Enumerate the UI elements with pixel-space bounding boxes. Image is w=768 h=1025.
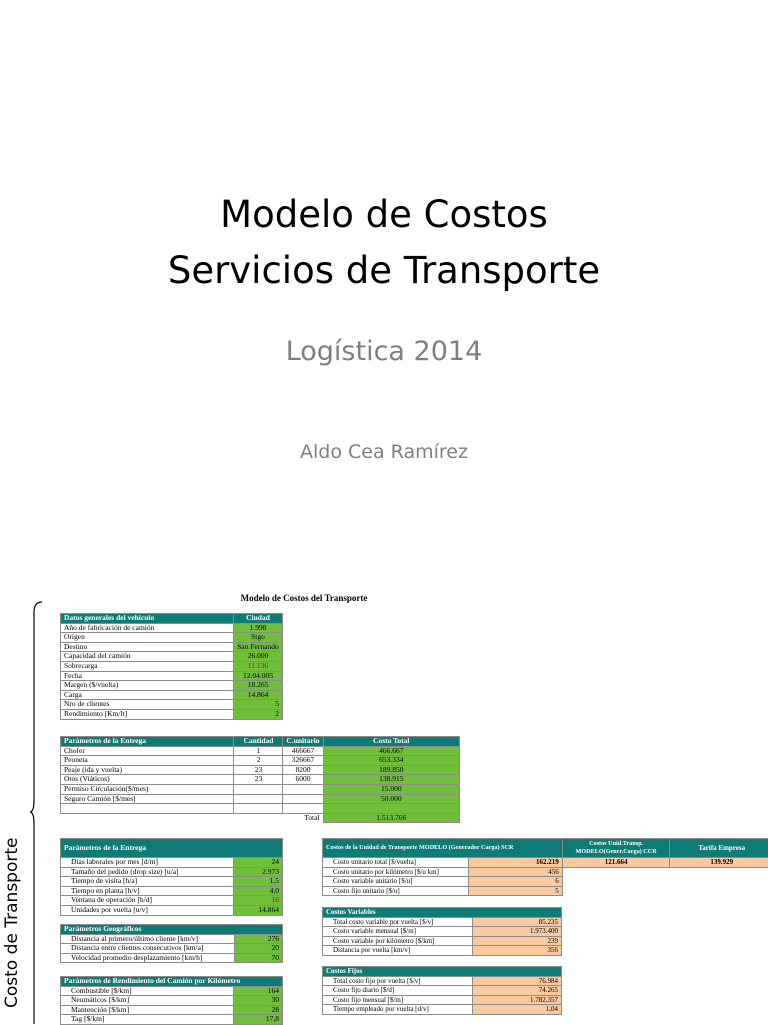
slide-author: Aldo Cea Ramírez: [0, 441, 768, 463]
total-row: [61, 813, 460, 823]
row-value: 17,8: [234, 1015, 283, 1025]
row-label: Distancia entre clientes consecutivos [km/a]: [61, 944, 235, 954]
row-value: 11.136: [234, 661, 283, 671]
total-value: 1.513.766: [323, 813, 459, 823]
row-value: 85.235: [472, 917, 561, 927]
row-label: Rendimiento [Km/lt]: [61, 709, 234, 719]
total-spacer: [234, 813, 283, 823]
geo-params-table: [60, 924, 283, 963]
row-value: San Fernando: [234, 642, 283, 652]
row-label: Año de fabricación de camión: [61, 623, 234, 633]
slide-title-line2: Servicios de Transporte: [0, 249, 768, 293]
row-label: Tag [$/km]: [61, 1015, 234, 1025]
table-row: [323, 946, 562, 956]
row-total: 15.000: [323, 784, 459, 794]
row-total: 466.667: [323, 746, 459, 756]
row-label: Tiempo de visita [h/a]: [61, 877, 234, 887]
row-label: Velocidad promedio desplazamiento [km/h]: [61, 953, 235, 963]
row-unit: [283, 784, 323, 794]
table-row: [61, 652, 283, 662]
table-row: [61, 986, 283, 996]
row-label: Ventana de operación [h/d]: [61, 896, 234, 906]
row-value: 30: [234, 996, 283, 1006]
row-value3: 139.929: [670, 858, 768, 868]
row-qty: [234, 794, 283, 804]
row-value: 24: [234, 858, 283, 868]
row-label: Tamaño del pedido (drop size) [u/a]: [61, 867, 234, 877]
slide-subtitle: Logística 2014: [0, 336, 768, 367]
row-value: 162.219: [468, 858, 562, 867]
row-cell: [323, 867, 563, 877]
blank-cell: [562, 877, 670, 887]
fixed-costs-header: Costos Fijos: [323, 967, 562, 977]
table-row: [61, 896, 283, 906]
row-value: 6: [468, 877, 562, 886]
unit-costs-table: [322, 838, 768, 896]
row-label: Margen ($/vuelta): [61, 681, 234, 691]
table-row: [61, 756, 460, 766]
delivery-params-table: [60, 838, 283, 916]
row-value2: 121.664: [562, 858, 670, 868]
row-label: Capacidad del camión: [61, 652, 234, 662]
row-label: Días laborales por mes [d/m]: [61, 858, 234, 868]
fixed-costs-table: [322, 966, 562, 1015]
vehicle-table: [60, 613, 283, 720]
row-total: 189.850: [323, 765, 459, 775]
row-qty: [234, 784, 283, 794]
table-row: [323, 976, 562, 986]
row-label: Tiempo en planta [h/v]: [61, 886, 234, 896]
variable-costs-table: [322, 907, 562, 956]
row-label: Fecha: [61, 671, 234, 681]
row-qty: 1: [234, 746, 283, 756]
row-cell: [323, 877, 563, 887]
table-row: [323, 936, 562, 946]
row-value: 12.04.005: [234, 671, 283, 681]
table-row: [323, 858, 768, 868]
delivery-costs-table: [60, 736, 460, 823]
row-value: 14.864: [234, 905, 283, 915]
vehicle-header: Datos generales del vehículo: [61, 614, 234, 624]
row-label: Seguro Camión [$/mes]: [61, 794, 234, 804]
table-row: [61, 700, 283, 710]
table-row: [61, 1005, 283, 1015]
row-unit: 466667: [283, 746, 323, 756]
table-row: [61, 1015, 283, 1025]
row-label: Mantención [$/km]: [61, 1005, 234, 1015]
table-row: [61, 775, 460, 785]
performance-params-header: Parámetros de Rendimiento del Camión por Kilómetro: [61, 977, 283, 987]
table-row: [61, 877, 283, 887]
row-label: Nro de clientes: [61, 700, 234, 710]
table-row: [61, 905, 283, 915]
row-label: Distancia al primero/último cliente [km/v]: [61, 934, 235, 944]
row-label: Peoneta: [61, 756, 234, 766]
row-value: 164: [234, 986, 283, 996]
row-value: 20: [234, 944, 282, 954]
row-value: 70: [234, 953, 282, 963]
table-row: [61, 633, 283, 643]
row-qty: 2: [234, 756, 283, 766]
row-label: Costo variable unitario [$/u]: [323, 877, 468, 886]
total-label: Total: [283, 813, 323, 823]
table-row: [61, 886, 283, 896]
row-value: 18.265: [234, 681, 283, 691]
row-label: Costo unitario total [$/vuelta]: [323, 858, 468, 867]
table-row: [323, 917, 562, 927]
row-unit: [283, 794, 323, 804]
col-header-unit: C.unitario: [283, 737, 323, 747]
table-row: [61, 661, 283, 671]
blank-cell: [670, 877, 768, 887]
table-row: [61, 944, 283, 954]
table-row: [61, 934, 283, 944]
table-row: [61, 794, 460, 804]
row-unit: 6000: [283, 775, 323, 785]
row-value: 26.000: [234, 652, 283, 662]
table-row: [61, 996, 283, 1006]
col-header-qty: Cantidad: [234, 737, 283, 747]
geo-params-header: Parámetros Geográficos: [61, 925, 283, 935]
table-row: [323, 867, 768, 877]
table-row: [61, 671, 283, 681]
row-value: 1.998: [234, 623, 283, 633]
row-label: Destino: [61, 642, 234, 652]
row-value: 1.973.400: [472, 927, 561, 937]
row-label: Costo fijo diario [$/d]: [323, 986, 473, 996]
table-row: [323, 877, 768, 887]
row-value: 1.782.357: [472, 995, 561, 1005]
slide-title-line1: Modelo de Costos: [0, 193, 768, 237]
blank-cell: [670, 867, 768, 877]
row-value: 1,5: [234, 877, 283, 887]
row-value: 74.265: [472, 986, 561, 996]
row-label: Origen: [61, 633, 234, 643]
table-row: [323, 986, 562, 996]
row-label: Chofer: [61, 746, 234, 756]
sheet-title: Modelo de Costos del Transporte: [0, 593, 608, 603]
row-label: Total costo fijo por vuelta [$/v]: [323, 976, 473, 986]
row-label: Distancia por vuelta [km/v]: [323, 946, 473, 956]
performance-params-table: [60, 976, 283, 1025]
row-value: 76.984: [472, 976, 561, 986]
table-row: [61, 642, 283, 652]
row-label: [61, 804, 234, 814]
vehicle-header-value: Ciudad: [234, 614, 283, 624]
table-row: [61, 681, 283, 691]
row-label: Costo variable mensual [$/m]: [323, 927, 473, 937]
variable-costs-header: Costos Variables: [323, 908, 562, 918]
blank-cell: [562, 867, 670, 877]
row-value: 239: [472, 936, 561, 946]
blank-cell: [670, 886, 768, 896]
row-qty: 23: [234, 775, 283, 785]
table-row: [61, 858, 283, 868]
table-row: [61, 709, 283, 719]
row-total: 653.334: [323, 756, 459, 766]
row-label: Combustible [$/km]: [61, 986, 234, 996]
row-cell: [323, 886, 563, 896]
row-value: 5: [234, 700, 283, 710]
row-label: Total costo variable por vuelta [$/v]: [323, 917, 473, 927]
row-label: Costo fijo unitario [$/u]: [323, 887, 468, 896]
row-value: 356: [472, 946, 561, 956]
row-qty: 23: [234, 765, 283, 775]
row-unit: [283, 804, 323, 814]
row-label: Carga: [61, 690, 234, 700]
row-value: 1,04: [472, 1005, 561, 1015]
row-unit: 326667: [283, 756, 323, 766]
row-value: 28: [234, 1005, 283, 1015]
delivery-params-header: Parámetros de la Entrega: [61, 839, 283, 858]
row-label: Otos (Viáticos): [61, 775, 234, 785]
row-label: Sobrecarga: [61, 661, 234, 671]
row-value: 4,0: [234, 886, 283, 896]
table-row: [61, 765, 460, 775]
table-row: [61, 690, 283, 700]
row-value: 5: [468, 887, 562, 896]
row-value: 14.864: [234, 690, 283, 700]
row-label: Tiempo empleado por vuelta [d/v]: [323, 1005, 473, 1015]
row-label: Permiso Circulación($/mes): [61, 784, 234, 794]
table-row: [323, 1005, 562, 1015]
side-label: Costo de Transporte: [2, 838, 26, 1008]
row-total: [323, 804, 459, 814]
row-label: Costo unitario por kilómetro [$/u km]: [323, 868, 468, 877]
row-value: 276: [234, 934, 282, 944]
table-row: [61, 867, 283, 877]
row-qty: [234, 804, 283, 814]
table-row: [61, 953, 283, 963]
table-row: [61, 623, 283, 633]
row-total: 138.915: [323, 775, 459, 785]
table-row: [323, 927, 562, 937]
table-row: [61, 746, 460, 756]
row-cell: [323, 858, 563, 868]
col-header-total: Costo Total: [323, 737, 459, 747]
row-value: 2.973: [234, 867, 283, 877]
unit-costs-header3: Tarifa Empresa: [670, 839, 768, 858]
total-spacer: [61, 813, 234, 823]
unit-costs-header2: Costos Unid.Transp. MODELO(Gener.Carga) CCR: [562, 839, 670, 858]
table-row: [61, 804, 460, 814]
row-label: Unidades por vuelta [u/v]: [61, 905, 234, 915]
row-label: Neumáticos [$/km]: [61, 996, 234, 1006]
row-unit: 8200: [283, 765, 323, 775]
delivery-costs-header: Parámetros de la Entrega: [61, 737, 234, 747]
blank-cell: [562, 886, 670, 896]
table-row: [61, 784, 460, 794]
row-value: 2: [234, 709, 283, 719]
row-value: 16: [234, 896, 283, 906]
row-value: 456: [468, 868, 562, 877]
curly-brace-icon: [30, 600, 44, 1024]
row-label: Peaje (ida y vuelta): [61, 765, 234, 775]
row-label: Costo variable por kilómetro [$/km]: [323, 936, 473, 946]
table-row: [323, 886, 768, 896]
row-total: 50.000: [323, 794, 459, 804]
unit-costs-header: Costos de la Unidad de Transporte MODELO (Generador Carga) SCR: [323, 839, 563, 858]
row-value: Stgo: [234, 633, 283, 643]
row-label: Costo fijo mensual [$/m]: [323, 995, 473, 1005]
table-row: [323, 995, 562, 1005]
